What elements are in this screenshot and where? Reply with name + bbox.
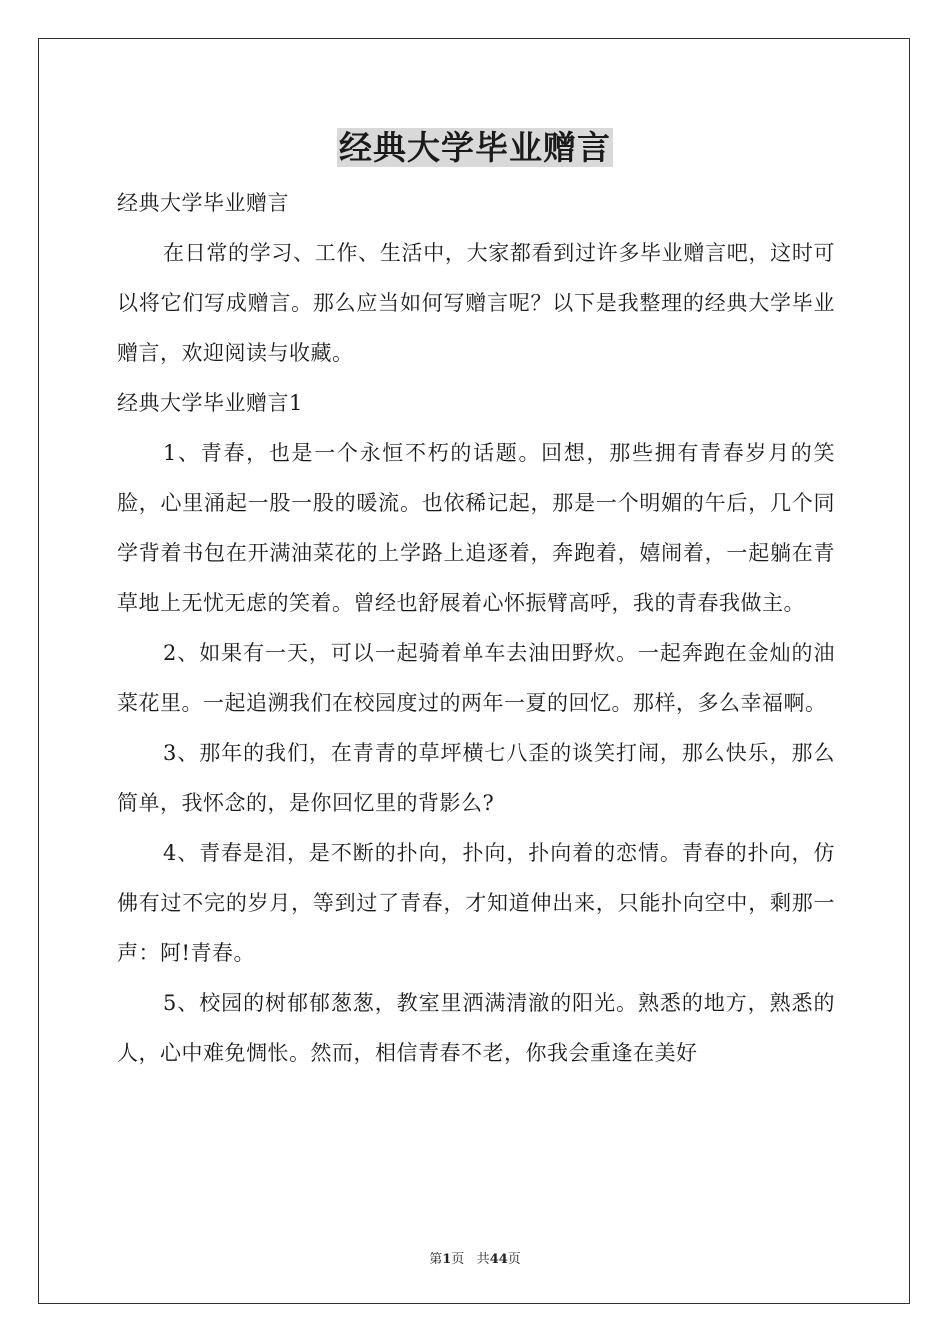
paragraph: 1、青春，也是一个永恒不朽的话题。回想，那些拥有青春岁月的笑脸，心里涌起一股一股的暖流。也依稀记起，那是一个明媚的午后，几个同学背着书包在开满油菜花的上学路上追逐着，奔跑着，嬉闹着，一起躺在青草地上无忧无虑的笑着。曾经也舒展着心怀振臂高呼，我的青春我做主。 (117, 441, 835, 615)
paragraph: 在日常的学习、工作、生活中，大家都看到过许多毕业赠言吧，这时可以将它们写成赠言。那么应当如何写赠言呢？以下是我整理的经典大学毕业赠言，欢迎阅读与收藏。 (117, 241, 835, 365)
document-title: 经典大学毕业赠言 (339, 128, 611, 167)
total-suffix: 页 (507, 1252, 521, 1267)
paragraph: 5、校园的树郁郁葱葱，教室里洒满清澈的阳光。熟悉的地方，熟悉的人，心中难免惆怅。然而，相信青春不老，你我会重逢在美好 (117, 991, 835, 1065)
page-suffix: 页 (451, 1252, 465, 1267)
total-pages: 44 (489, 1252, 508, 1267)
paragraph: 4、青春是泪，是不断的扑向，扑向，扑向着的恋情。青春的扑向，仿佛有过不完的岁月，等到过了青春，才知道伸出来，只能扑向空中，剩那一声：阿!青春。 (117, 841, 835, 965)
page-prefix: 第 (429, 1252, 443, 1267)
page-number: 1 (442, 1252, 452, 1267)
document-body (117, 178, 835, 1078)
paragraph: 经典大学毕业赠言1 (117, 391, 303, 415)
total-prefix: 共 (476, 1252, 490, 1267)
paragraph: 3、那年的我们，在青青的草坪横七八歪的谈笑打闹，那么快乐，那么简单，我怀念的，是你回忆里的背影么? (117, 741, 835, 815)
paragraph: 经典大学毕业赠言 (117, 191, 289, 215)
document-title-wrapper (0, 128, 950, 168)
page-footer (0, 1248, 950, 1267)
paragraph: 2、如果有一天，可以一起骑着单车去油田野炊。一起奔跑在金灿的油菜花里。一起追溯我们在校园度过的两年一夏的回忆。那样，多么幸福啊。 (117, 641, 835, 715)
